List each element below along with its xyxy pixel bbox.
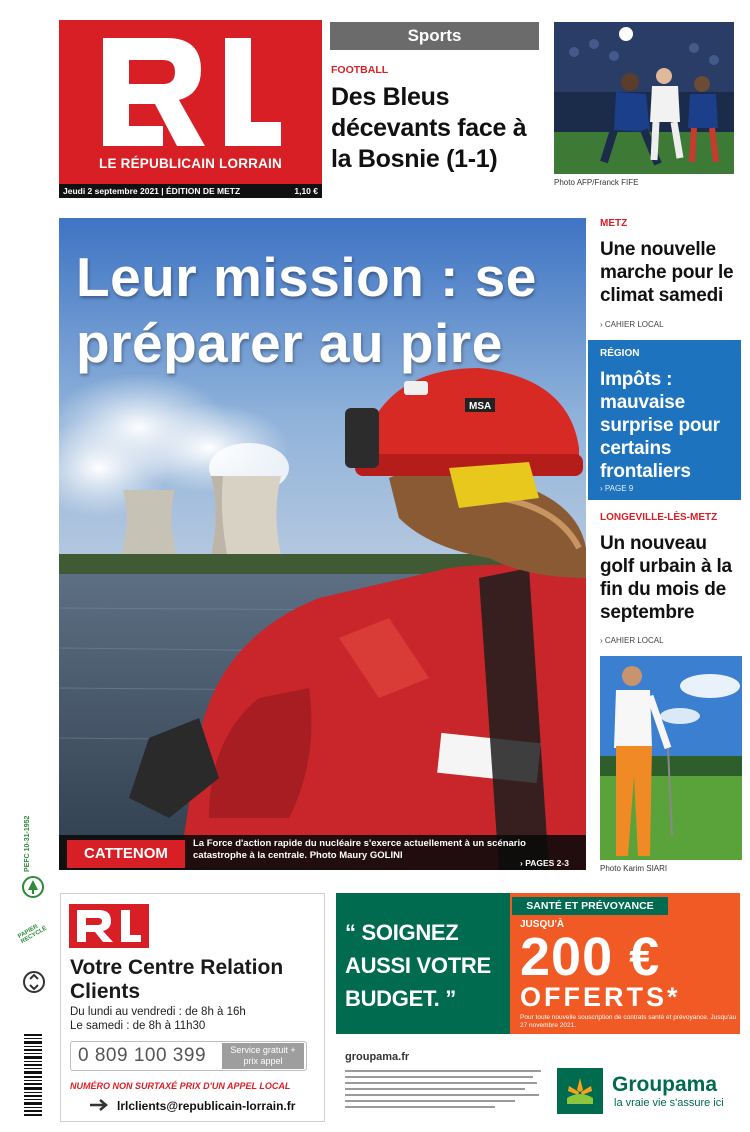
longeville-ref: › CAHIER LOCAL bbox=[600, 636, 664, 645]
metz-kicker: METZ bbox=[600, 218, 628, 229]
groupama-jusqua: JUSQU'À bbox=[520, 919, 565, 930]
region-kicker: RÉGION bbox=[600, 348, 640, 359]
crc-logo bbox=[69, 904, 149, 948]
golf-photo-credit: Photo Karim SIARI bbox=[600, 864, 668, 873]
barcode-icon bbox=[22, 1032, 44, 1118]
price: 1,10 € bbox=[294, 186, 318, 196]
longeville-headline[interactable]: Un nouveau golf urbain à la fin du mois de septembre bbox=[600, 533, 732, 623]
groupama-legal-text-block bbox=[345, 1068, 545, 1114]
crc-service-badge: Service gratuit + prix appel bbox=[222, 1043, 304, 1069]
helmet-text: MSA bbox=[469, 401, 492, 412]
sports-section-label[interactable]: Sports bbox=[330, 22, 539, 50]
groupama-slogan: la vraie vie s'assure ici bbox=[614, 1097, 724, 1109]
crc-email-link[interactable]: lrlclients@republicain-lorrain.fr bbox=[117, 1099, 296, 1113]
page-reference[interactable]: › PAGES 2-3 bbox=[520, 858, 569, 868]
masthead-name: LE RÉPUBLICAIN LORRAIN bbox=[99, 156, 282, 171]
crc-hours-weekday: Du lundi au vendredi : de 8h à 16h bbox=[70, 1006, 246, 1018]
crc-hours-saturday: Le samedi : de 8h à 11h30 bbox=[70, 1020, 206, 1032]
groupama-url[interactable]: groupama.fr bbox=[345, 1051, 410, 1063]
crc-title: Votre Centre Relation Clients bbox=[70, 956, 284, 1003]
date-edition: Jeudi 2 septembre 2021 | ÉDITION DE METZ bbox=[63, 186, 241, 196]
groupama-quote: “ SOIGNEZ AUSSI VOTRE BUDGET. ” bbox=[345, 920, 491, 1011]
groupama-offerts: OFFERTS* bbox=[520, 982, 681, 1012]
sports-kicker: FOOTBALL bbox=[331, 64, 389, 76]
photo-caption: La Force d'action rapide du nucléaire s'exerce actuellement à un scénario catastrophe à la centrale. Photo Maury GOLINI bbox=[193, 838, 526, 861]
longeville-kicker: LONGEVILLE-LÈS-METZ bbox=[600, 512, 718, 523]
groupama-brand: Groupama bbox=[612, 1073, 718, 1096]
crc-surtaxe-note: NUMÉRO NON SURTAXÉ PRIX D'UN APPEL LOCAL bbox=[70, 1081, 291, 1091]
metz-ref: › CAHIER LOCAL bbox=[600, 320, 664, 329]
sports-headline[interactable]: Des Bleus décevants face à la Bosnie (1-1) bbox=[331, 83, 527, 173]
sports-photo-credit: Photo AFP/Franck FIFE bbox=[554, 178, 639, 187]
recycle-icon bbox=[22, 970, 46, 994]
region-headline[interactable]: Impôts : mauvaise surprise pour certains frontaliers bbox=[600, 369, 720, 482]
crc-phone-number[interactable]: 0 809 100 399 bbox=[78, 1045, 207, 1066]
mail-arrow-icon bbox=[88, 1097, 114, 1113]
groupama-fine-print: Pour toute nouvelle souscription de contrats santé et prévoyance. Jusqu'au 27 novembre 2021. bbox=[520, 1014, 737, 1029]
pefc-label: PEFC 10-31-1952 bbox=[24, 815, 31, 872]
location-tag: CATTENOM bbox=[67, 840, 185, 868]
recycle-label: PAPIER RECYCLÉ bbox=[17, 923, 48, 946]
dateline bbox=[59, 184, 322, 198]
rl-logo-icon bbox=[97, 34, 287, 152]
golf-photo[interactable] bbox=[600, 656, 742, 860]
masthead-logo[interactable] bbox=[59, 20, 322, 184]
pefc-tree-icon bbox=[22, 876, 44, 898]
sports-photo[interactable] bbox=[554, 22, 734, 174]
groupama-category: SANTÉ ET PRÉVOYANCE bbox=[512, 897, 668, 915]
metz-headline[interactable]: Une nouvelle marche pour le climat samedi bbox=[600, 239, 734, 306]
region-ref: › PAGE 9 bbox=[600, 484, 634, 493]
groupama-logo-icon bbox=[557, 1068, 603, 1114]
main-headline[interactable]: Leur mission : se préparer au pire bbox=[76, 246, 537, 374]
groupama-amount: 200 € bbox=[520, 927, 661, 987]
